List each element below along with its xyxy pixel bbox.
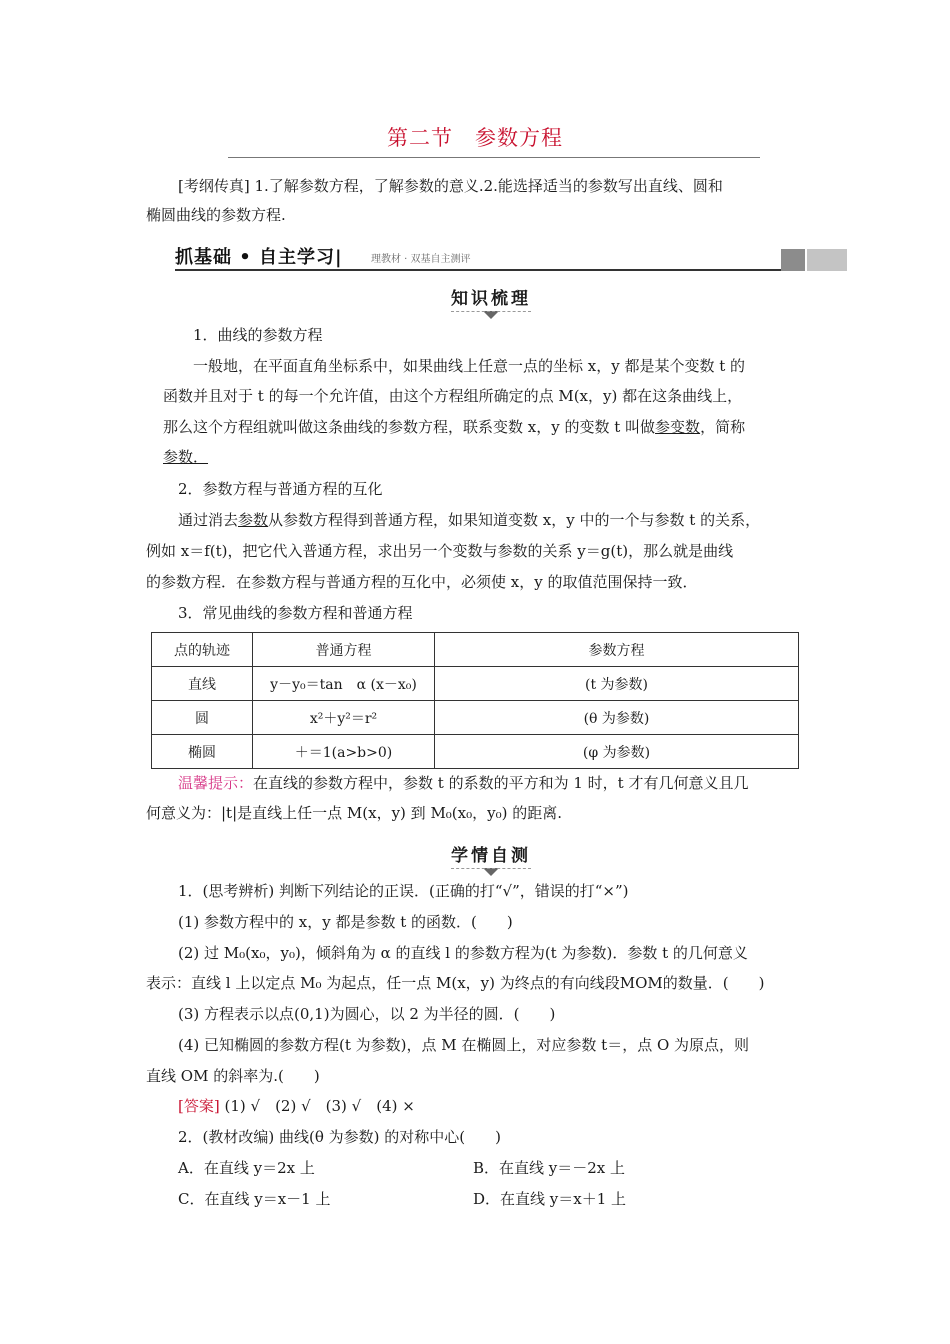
selftest-heading: 学情自测	[436, 841, 546, 876]
section-banner	[175, 243, 847, 271]
term-canshu-2: 参数	[238, 511, 269, 529]
answer-line	[178, 1096, 415, 1116]
table-header-cell: 普通方程	[253, 633, 435, 667]
p1-line-1: 一般地，在平面直角坐标系中，如果曲线上任意一点的坐标 x，y 都是某个变数 t 的	[193, 357, 746, 375]
heading-arrow-icon	[483, 311, 499, 319]
table-row	[152, 735, 799, 769]
p1-line-3: 那么这个方程组就叫做这条曲线的参数方程，联系变数 x，y 的变数 t 叫做参变数，简称	[163, 418, 746, 436]
page-title: 第二节 参数方程	[387, 126, 563, 150]
table-header-cell: 点的轨迹	[152, 633, 253, 667]
knowledge-heading: 知识梳理	[436, 284, 546, 319]
title-divider	[228, 157, 760, 158]
equations-table	[151, 632, 799, 769]
table-header-row	[152, 633, 799, 667]
table-cell: ＋＝1(a>b>0)	[253, 735, 435, 769]
q1-item-2a: (2) 过 M₀(x₀，y₀)，倾斜角为 α 的直线 l 的参数方程为(t 为参数)．参数 t 的几何意义	[178, 944, 748, 962]
table-cell: x²＋y²＝r²	[253, 701, 435, 735]
banner-subtitle: 理教材 · 双基自主测评	[371, 254, 471, 265]
table-cell: 圆	[152, 701, 253, 735]
table-cell: y－y₀＝tan α (x－x₀)	[253, 667, 435, 701]
option-a: A．在直线 y＝2x 上	[178, 1159, 315, 1177]
banner-rule	[175, 269, 781, 271]
option-b: B．在直线 y＝－2x 上	[473, 1159, 626, 1177]
table-row	[152, 701, 799, 735]
tip-line-1: 温馨提示：在直线的参数方程中，参数 t 的系数的平方和为 1 时，t 才有几何意义且几	[178, 774, 749, 792]
p1-line-2: 函数并且对于 t 的每一个允许值，由这个方程组所确定的点 M(x，y) 都在这条曲线上，	[163, 387, 743, 405]
term-canbianshu: 参变数	[655, 418, 701, 436]
answer-tag: [答案]	[178, 1097, 220, 1115]
tip-line-2: 何意义为：|t|是直线上任一点 M(x，y) 到 M₀(x₀，y₀) 的距离.	[146, 804, 563, 822]
banner-title: 抓基础 • 自主学习|	[175, 247, 343, 268]
banner-block-light	[807, 249, 847, 271]
p1-line-4	[163, 447, 208, 467]
option-c: C．在直线 y＝x－1 上	[178, 1190, 331, 1208]
tip-label: 温馨提示：	[178, 774, 254, 792]
q2-stem: 2．(教材改编) 曲线(θ 为参数) 的对称中心( )	[178, 1128, 501, 1146]
q1-item-1: (1) 参数方程中的 x，y 都是参数 t 的函数．( )	[178, 913, 513, 931]
table-cell: (θ 为参数)	[435, 701, 799, 735]
q1-item-4b: 直线 OM 的斜率为.( )	[146, 1067, 320, 1085]
syllabus-tag: [考纲传真]	[178, 177, 250, 195]
option-d: D．在直线 y＝x＋1 上	[473, 1190, 627, 1208]
table-cell: 直线	[152, 667, 253, 701]
p2-line-3: 的参数方程．在参数方程与普通方程的互化中，必须使 x，y 的取值范围保持一致．	[146, 573, 698, 591]
table-cell: 椭圆	[152, 735, 253, 769]
syllabus-line-2: 椭圆曲线的参数方程.	[146, 206, 286, 224]
q1-item-3: (3) 方程表示以点(0,1)为圆心，以 2 为半径的圆．( )	[178, 1005, 556, 1023]
heading-arrow-icon	[483, 868, 499, 876]
table-cell: (φ 为参数)	[435, 735, 799, 769]
item3-title: 3．常见曲线的参数方程和普通方程	[178, 604, 413, 622]
p2-line-1: 通过消去参数从参数方程得到普通方程，如果知道变数 x，y 中的一个与参数 t 的关系，	[178, 511, 761, 529]
q1-item-4a: (4) 已知椭圆的参数方程(t 为参数)，点 M 在椭圆上，对应参数 t＝，点 O 为原点，则	[178, 1036, 750, 1054]
term-canshu: 参数．	[163, 448, 209, 466]
item2-title: 2．参数方程与普通方程的互化	[178, 480, 383, 498]
q1-item-2b: 表示：直线 l 上以定点 M₀ 为起点，任一点 M(x，y) 为终点的有向线段MOM的数量．( )	[146, 974, 765, 992]
p2-line-2: 例如 x＝f(t)，把它代入普通方程，求出另一个变数与参数的关系 y＝g(t)，那么就是曲线	[146, 542, 734, 560]
syllabus-line-1	[178, 176, 723, 196]
syllabus-text-1: 1.了解参数方程，了解参数的意义.2.能选择适当的参数写出直线、圆和	[254, 177, 723, 195]
item1-title: 1．曲线的参数方程	[193, 326, 323, 344]
table-header-cell: 参数方程	[435, 633, 799, 667]
banner-block-dark	[781, 249, 805, 271]
q1-stem: 1．(思考辨析) 判断下列结论的正误．(正确的打“√”，错误的打“×”)	[178, 882, 629, 900]
table-cell: (t 为参数)	[435, 667, 799, 701]
table-row	[152, 667, 799, 701]
answer-text: (1) √ (2) √ (3) √ (4) ×	[224, 1097, 415, 1115]
